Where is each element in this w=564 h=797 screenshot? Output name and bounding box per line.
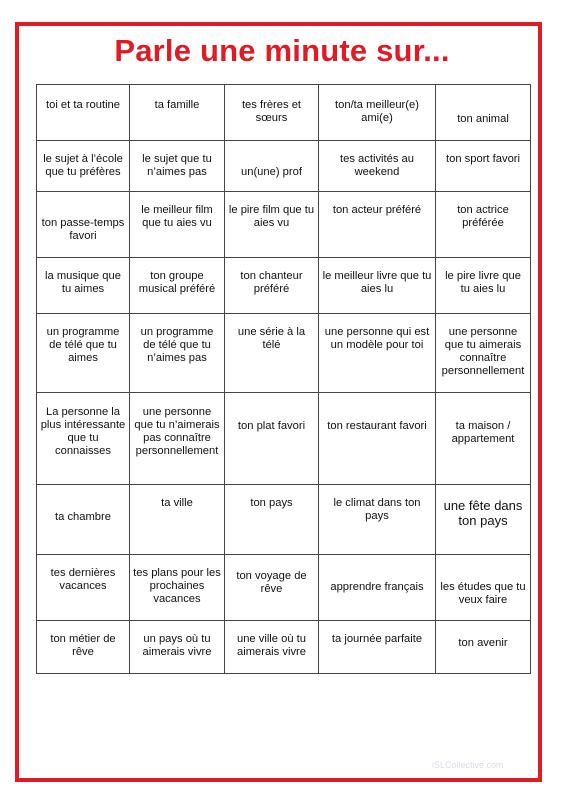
topic-cell: ton actrice préférée bbox=[436, 192, 531, 258]
topic-cell: un programme de télé que tu n’aimes pas bbox=[130, 314, 225, 393]
topic-cell: apprendre français bbox=[319, 555, 436, 621]
topic-cell: un programme de télé que tu aimes bbox=[37, 314, 130, 393]
table-row bbox=[37, 258, 531, 314]
topic-cell: ta journée parfaite bbox=[319, 621, 436, 674]
topic-cell: le climat dans ton pays bbox=[319, 485, 436, 555]
table-row bbox=[37, 85, 531, 141]
table-row bbox=[37, 621, 531, 674]
topic-cell: ton métier de rêve bbox=[37, 621, 130, 674]
topic-cell: un pays où tu aimerais vivre bbox=[130, 621, 225, 674]
topic-cell: le sujet à l’école que tu préfères bbox=[37, 141, 130, 192]
table-row bbox=[37, 485, 531, 555]
topic-cell: ton pays bbox=[225, 485, 319, 555]
topic-cell: les études que tu veux faire bbox=[436, 555, 531, 621]
topic-cell: le sujet que tu n’aimes pas bbox=[130, 141, 225, 192]
topic-cell: une fête dans ton pays bbox=[436, 485, 531, 555]
topic-cell: La personne la plus intéressante que tu connaisses bbox=[37, 393, 130, 485]
topic-cell: ton/ta meilleur(e) ami(e) bbox=[319, 85, 436, 141]
topic-cell: une série à la télé bbox=[225, 314, 319, 393]
topic-cell: ton chanteur préféré bbox=[225, 258, 319, 314]
topic-grid bbox=[36, 84, 531, 674]
topic-cell: tes activités au weekend bbox=[319, 141, 436, 192]
topic-cell: ton groupe musical préféré bbox=[130, 258, 225, 314]
topic-cell: le pire livre que tu aies lu bbox=[436, 258, 531, 314]
topic-cell: toi et ta routine bbox=[37, 85, 130, 141]
table-row bbox=[37, 141, 531, 192]
topic-cell: ton plat favori bbox=[225, 393, 319, 485]
topic-cell: ton acteur préféré bbox=[319, 192, 436, 258]
topic-cell: une personne que tu aimerais connaître personnellement bbox=[436, 314, 531, 393]
topic-cell: le meilleur film que tu aies vu bbox=[130, 192, 225, 258]
topic-cell: ton voyage de rêve bbox=[225, 555, 319, 621]
topic-cell: une personne que tu n’aimerais pas connaître personnellement bbox=[130, 393, 225, 485]
topic-cell: ton restaurant favori bbox=[319, 393, 436, 485]
topic-cell: la musique que tu aimes bbox=[37, 258, 130, 314]
table-row bbox=[37, 192, 531, 258]
table-row bbox=[37, 555, 531, 621]
topic-cell: une personne qui est un modèle pour toi bbox=[319, 314, 436, 393]
topic-cell: ta ville bbox=[130, 485, 225, 555]
topic-cell: ton animal bbox=[436, 85, 531, 141]
watermark: iSLCollective.com bbox=[432, 760, 504, 770]
topic-cell: ton sport favori bbox=[436, 141, 531, 192]
topic-cell: ta famille bbox=[130, 85, 225, 141]
topic-cell: un(une) prof bbox=[225, 141, 319, 192]
topic-cell: le meilleur livre que tu aies lu bbox=[319, 258, 436, 314]
topic-cell: une ville où tu aimerais vivre bbox=[225, 621, 319, 674]
topic-cell: tes dernières vacances bbox=[37, 555, 130, 621]
topic-cell: ton passe-temps favori bbox=[37, 192, 130, 258]
topic-cell: ta chambre bbox=[37, 485, 130, 555]
topic-cell: le pire film que tu aies vu bbox=[225, 192, 319, 258]
topic-cell: tes plans pour les prochaines vacances bbox=[130, 555, 225, 621]
topic-cell: tes frères et sœurs bbox=[225, 85, 319, 141]
table-row bbox=[37, 393, 531, 485]
page-title: Parle une minute sur... bbox=[114, 33, 450, 68]
topic-cell: ta maison / appartement bbox=[436, 393, 531, 485]
topic-cell: ton avenir bbox=[436, 621, 531, 674]
table-row bbox=[37, 314, 531, 393]
